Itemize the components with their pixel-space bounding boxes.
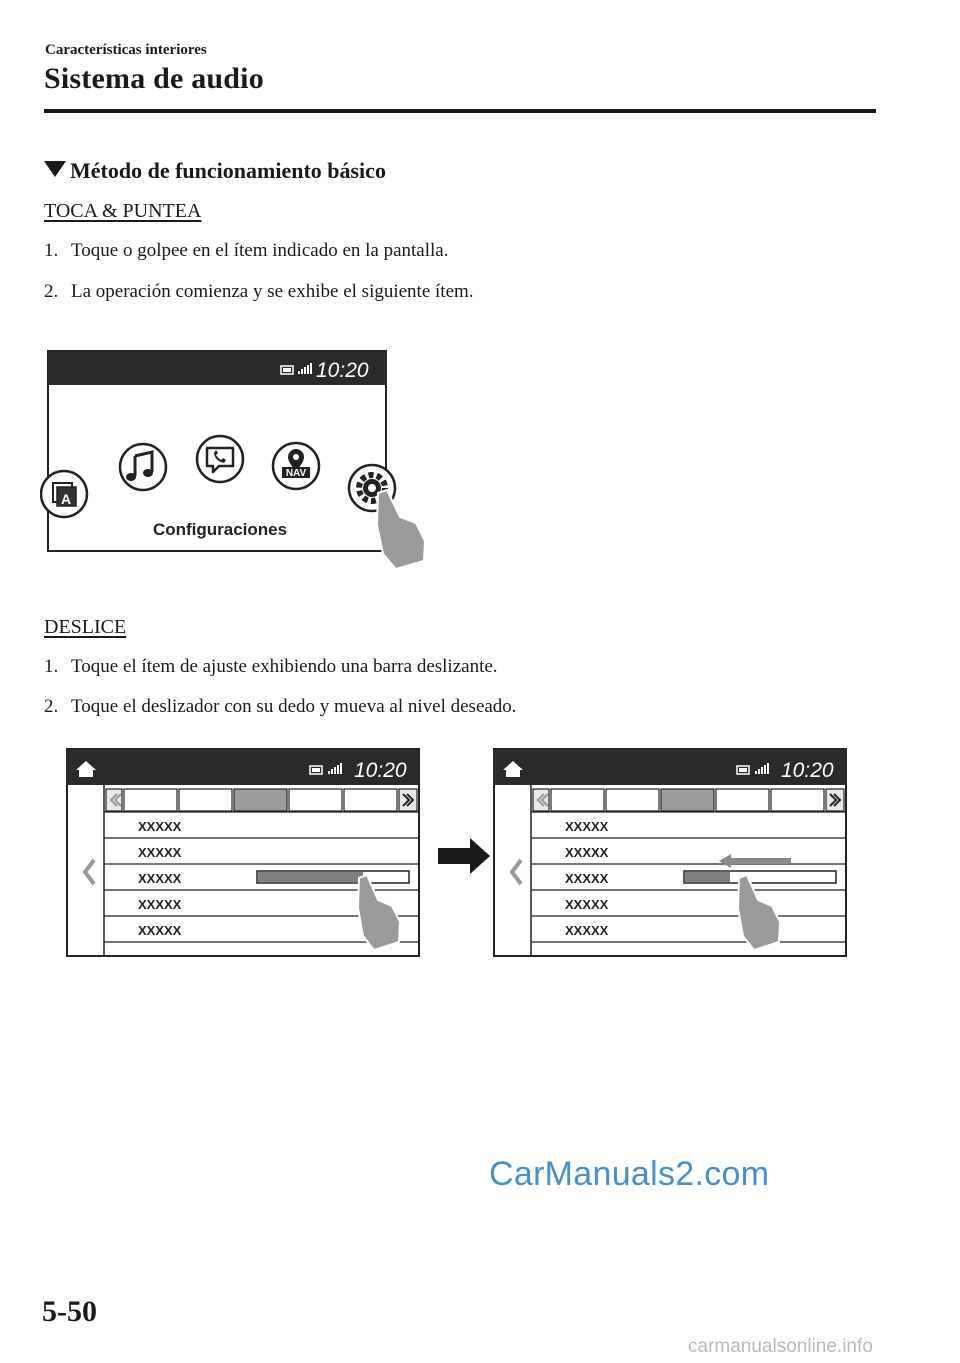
list-item[interactable]: XXXXX <box>138 845 182 860</box>
slider-bar[interactable] <box>257 871 409 883</box>
clock-text: 10:20 <box>781 759 834 782</box>
chapter-label: Características interiores <box>45 42 207 58</box>
tab-5[interactable] <box>771 789 824 811</box>
slide-step-2 <box>44 696 517 718</box>
music-icon <box>120 444 166 490</box>
tab-4[interactable] <box>716 789 769 811</box>
slider-screen-after <box>493 748 849 960</box>
phone-icon <box>197 436 243 482</box>
page-number: 5-50 <box>42 1295 97 1328</box>
list-item[interactable]: XXXXX <box>565 897 609 912</box>
list-item[interactable]: XXXXX <box>138 897 182 912</box>
svg-text:A: A <box>61 491 72 507</box>
finger-icon <box>377 490 425 569</box>
clock-text: 10:20 <box>354 759 407 782</box>
tab-strip <box>106 789 417 811</box>
list-item[interactable]: XXXXX <box>565 923 609 938</box>
step-text: Toque o golpee en el ítem indicado en la pantalla. <box>71 240 449 261</box>
tab-strip <box>533 789 844 811</box>
navigation-icon <box>273 443 319 489</box>
list-item[interactable]: XXXXX <box>138 819 182 834</box>
step-number: 2. <box>44 281 59 302</box>
svg-text:NAV: NAV <box>285 468 307 479</box>
subsection-title: Método de funcionamiento básico <box>70 158 386 183</box>
list-item[interactable]: XXXXX <box>565 871 609 886</box>
right-arrow-icon <box>436 836 492 876</box>
tab-2[interactable] <box>179 789 232 811</box>
section-title: Sistema de audio <box>44 62 264 95</box>
tab-3-selected[interactable] <box>661 789 714 811</box>
home-screen-illustration <box>40 345 440 575</box>
step-text: Toque el deslizador con su dedo y mueva al nivel deseado. <box>71 696 517 717</box>
header-rule <box>44 109 876 113</box>
step-number: 1. <box>44 240 59 261</box>
step-text: La operación comienza y se exhibe el siguiente ítem. <box>71 281 474 302</box>
slider-screen-before <box>66 748 422 960</box>
slider-fill <box>258 872 363 882</box>
list-item[interactable]: XXXXX <box>138 923 182 938</box>
slider-fill <box>685 872 730 882</box>
triangle-down-icon <box>44 161 66 177</box>
tab-1[interactable] <box>551 789 604 811</box>
clock-text: 10:20 <box>316 359 369 382</box>
tab-1[interactable] <box>124 789 177 811</box>
step-text: Toque el ítem de ajuste exhibiendo una barra deslizante. <box>71 656 498 677</box>
touch-step-1 <box>44 240 448 262</box>
touch-heading: TOCA & PUNTEA <box>44 200 202 222</box>
tab-4[interactable] <box>289 789 342 811</box>
tab-2[interactable] <box>606 789 659 811</box>
settings-label: Configuraciones <box>152 520 288 539</box>
subsection-heading <box>44 158 386 184</box>
list-item[interactable]: XXXXX <box>565 819 609 834</box>
watermark-url: carmanualsonline.info <box>688 1336 873 1357</box>
slide-heading: DESLICE <box>44 616 127 638</box>
list-item[interactable]: XXXXX <box>138 871 182 886</box>
slide-step-1 <box>44 656 498 678</box>
step-number: 2. <box>44 696 59 717</box>
applications-icon <box>41 471 87 517</box>
watermark-logo: CarManuals2.com <box>489 1155 770 1193</box>
tab-5[interactable] <box>344 789 397 811</box>
step-number: 1. <box>44 656 59 677</box>
slider-bar[interactable] <box>684 871 836 883</box>
touch-step-2 <box>44 281 474 303</box>
tab-3-selected[interactable] <box>234 789 287 811</box>
list-item[interactable]: XXXXX <box>565 845 609 860</box>
